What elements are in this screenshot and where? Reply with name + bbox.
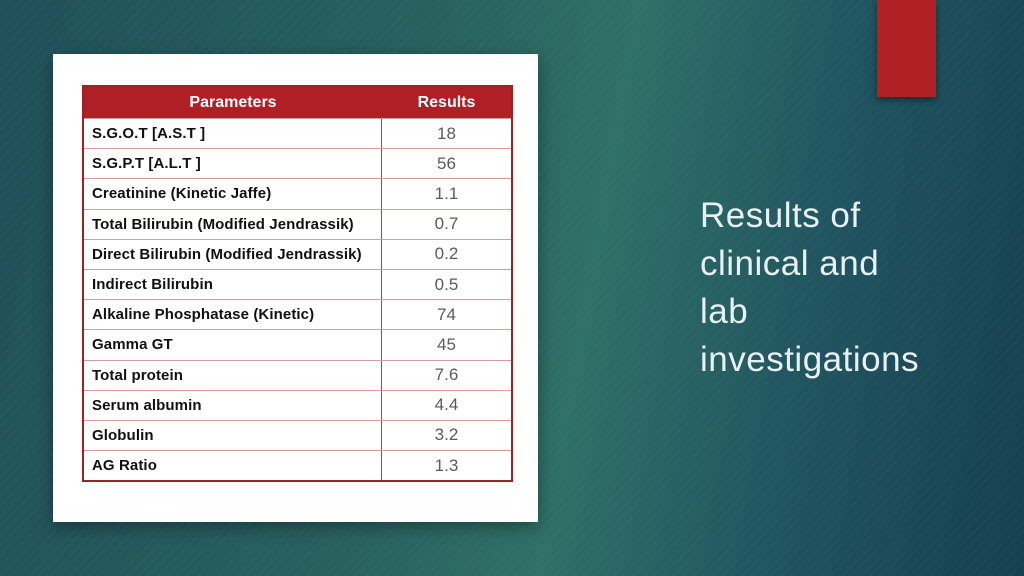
table-row bbox=[84, 269, 511, 299]
slide-title-line: lab bbox=[700, 292, 749, 331]
table-row bbox=[84, 299, 511, 329]
result-cell: 4.4 bbox=[434, 395, 459, 415]
result-cell: 56 bbox=[437, 153, 456, 173]
table-row bbox=[84, 118, 511, 148]
parameter-cell: Total Bilirubin (Modified Jendrassik) bbox=[84, 210, 382, 239]
result-cell: 45 bbox=[437, 334, 456, 354]
table-card bbox=[53, 54, 538, 522]
parameter-cell: Indirect Bilirubin bbox=[84, 270, 382, 299]
lab-results-table bbox=[82, 85, 513, 482]
table-header-row bbox=[84, 87, 511, 118]
parameter-cell: Direct Bilirubin (Modified Jendrassik) bbox=[84, 240, 382, 269]
result-cell: 0.5 bbox=[434, 274, 459, 294]
table-row bbox=[84, 450, 511, 480]
table-row bbox=[84, 178, 511, 208]
parameter-cell: Creatinine (Kinetic Jaffe) bbox=[84, 179, 382, 208]
parameter-cell: Globulin bbox=[84, 421, 382, 450]
column-header-parameters: Parameters bbox=[189, 93, 277, 111]
slide-title-line: investigations bbox=[700, 340, 920, 379]
slide-title-line: Results of bbox=[700, 196, 861, 235]
result-cell: 1.1 bbox=[434, 183, 459, 203]
result-cell: 0.2 bbox=[434, 244, 459, 264]
parameter-cell: S.G.O.T [A.S.T ] bbox=[84, 119, 382, 148]
table-row bbox=[84, 209, 511, 239]
result-cell: 0.7 bbox=[434, 214, 459, 234]
table-row bbox=[84, 420, 511, 450]
parameter-cell: Total protein bbox=[84, 361, 382, 390]
result-cell: 3.2 bbox=[434, 425, 459, 445]
table-row bbox=[84, 329, 511, 359]
red-accent-bar bbox=[877, 0, 936, 97]
parameter-cell: Serum albumin bbox=[84, 391, 382, 420]
table-row bbox=[84, 148, 511, 178]
parameter-cell: AG Ratio bbox=[84, 451, 382, 480]
result-cell: 1.3 bbox=[434, 455, 459, 475]
slide-title bbox=[700, 192, 990, 384]
table-row bbox=[84, 360, 511, 390]
result-cell: 74 bbox=[437, 304, 456, 324]
result-cell: 7.6 bbox=[434, 365, 459, 385]
column-header-results: Results bbox=[417, 93, 476, 111]
slide-title-line: clinical and bbox=[700, 244, 880, 283]
table-row bbox=[84, 390, 511, 420]
parameter-cell: Alkaline Phosphatase (Kinetic) bbox=[84, 300, 382, 329]
parameter-cell: Gamma GT bbox=[84, 330, 382, 359]
parameter-cell: S.G.P.T [A.L.T ] bbox=[84, 149, 382, 178]
table-row bbox=[84, 239, 511, 269]
result-cell: 18 bbox=[437, 123, 456, 143]
